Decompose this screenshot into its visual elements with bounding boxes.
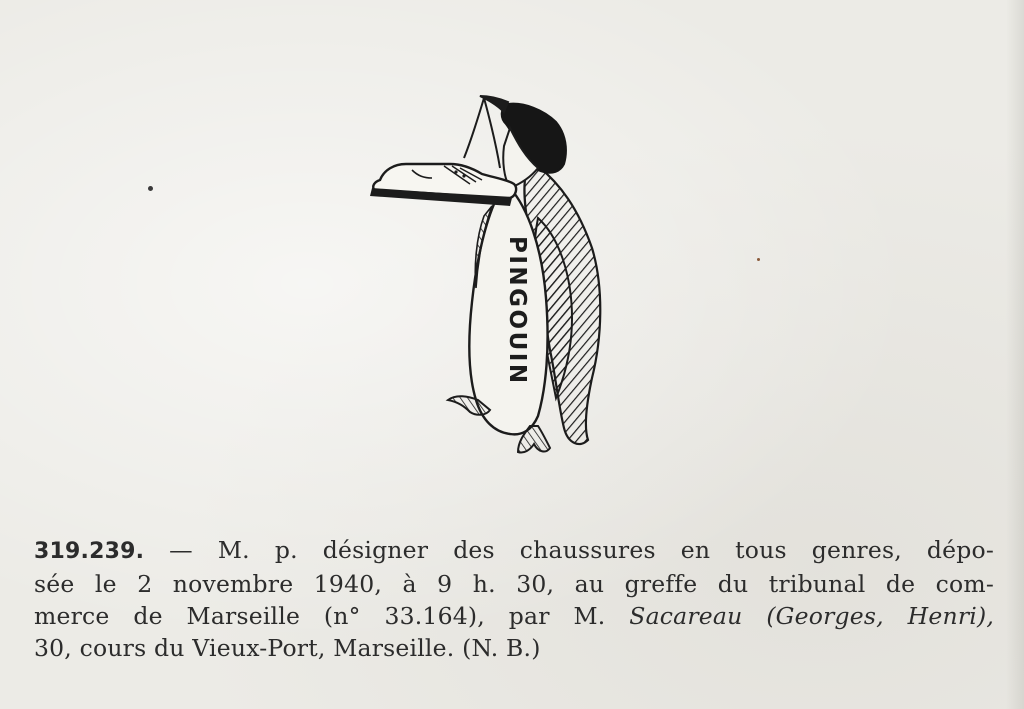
owner-name: Sacareau (Georges, Henri),: [629, 602, 995, 630]
entry-line-2: sée le 2 novembre 1940, à 9 h. 30, au greffe du tribunal de com-: [34, 570, 994, 598]
entry-line-1-text: — M. p. désigner des chaussures en tous genres, dépo-: [144, 536, 994, 564]
shoe-icon: [370, 164, 516, 206]
page-edge-shadow: [1006, 0, 1024, 709]
registration-number: 319.239.: [34, 539, 145, 564]
entry-line-1: [34, 534, 994, 568]
entry-line-4: 30, cours du Vieux-Port, Marseille. (N. B.): [34, 634, 541, 662]
ink-speck: [757, 258, 760, 261]
ink-speck: [148, 186, 153, 191]
brand-word-pingouin: PINGOUIN: [504, 236, 530, 386]
registration-entry: [34, 534, 994, 664]
penguin-trademark-illustration: [360, 88, 620, 463]
entry-line-3-text: merce de Marseille (n° 33.164), par M.: [34, 602, 630, 630]
entry-line-3: [34, 600, 994, 632]
shoe-lace-string: [464, 98, 500, 168]
